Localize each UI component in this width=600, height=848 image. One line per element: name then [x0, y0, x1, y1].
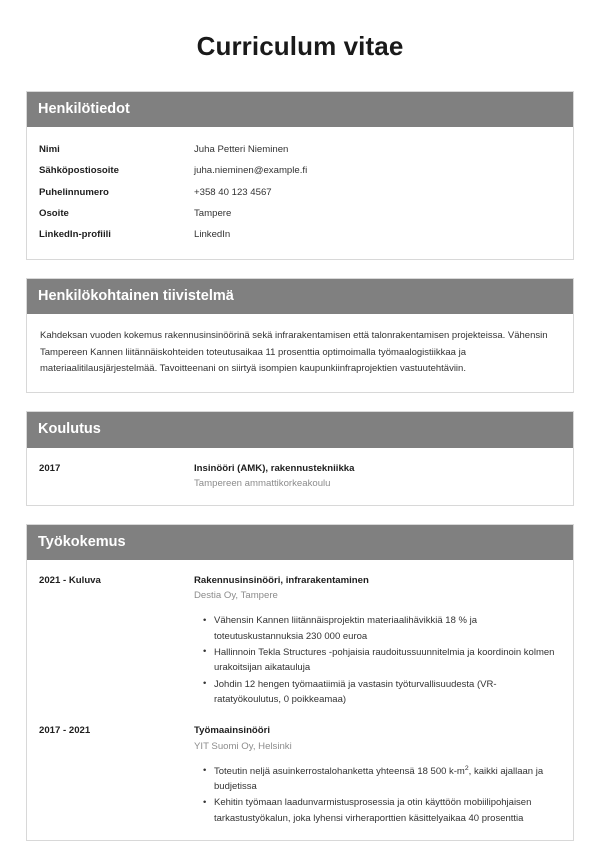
section-personal-info: [26, 91, 574, 260]
info-label: Nimi: [39, 143, 60, 155]
info-row-phone: [39, 182, 561, 203]
section-summary: [26, 278, 574, 393]
section-header-experience: Työkokemus: [27, 525, 573, 560]
entry-title: Työmaainsinööri: [194, 725, 271, 737]
page-title: Curriculum vitae: [196, 31, 404, 61]
bullet-item: • Vähensin Kannen liitännäisprojektin materiaalihävikkiä 18 % ja toteutuskustannuksia 230 000 euroa: [214, 613, 561, 644]
section-header-summary: Henkilökohtainen tiivistelmä: [27, 279, 573, 314]
section-header-education: Koulutus: [27, 412, 573, 447]
section-header-personal-info: Henkilötiedot: [27, 92, 573, 127]
personal-info-body: [27, 127, 573, 259]
info-label: Osoite: [39, 207, 69, 219]
entry-date: 2017: [39, 462, 61, 474]
bullet-item: • Kehitin työmaan laadunvarmistusprosessia ja otin käyttöön mobiilipohjaisen tarkastustyökalun, joka lyhensi virheraporttien käsittelyaikaa 40 prosenttia: [214, 795, 561, 826]
section-experience: [26, 524, 574, 841]
experience-body: [27, 560, 573, 840]
entry-main: [194, 462, 561, 492]
entry-subtitle: Destia Oy, Tampere: [194, 590, 278, 602]
info-label: Puhelinnumero: [39, 186, 109, 198]
info-label: Sähköpostiosoite: [39, 165, 119, 177]
experience-entry: [39, 572, 561, 709]
entry-main: [194, 724, 561, 827]
bullet-item: • Johdin 12 hengen työmaatiimiä ja vastasin työturvallisuudesta (VR-ratatyökoulutus, 0 poikkeamaa): [214, 677, 561, 708]
entry-date: 2017 - 2021: [39, 725, 91, 737]
entry-main: [194, 574, 561, 709]
entry-title: Insinööri (AMK), rakennustekniikka: [194, 462, 355, 474]
info-row-nimi: [39, 139, 561, 160]
entry-subtitle: YIT Suomi Oy, Helsinki: [194, 740, 292, 752]
entry-bullets: [194, 764, 561, 827]
entry-subtitle: Tampereen ammattikorkeakoulu: [194, 477, 331, 489]
info-value: Tampere: [194, 207, 232, 219]
info-label: LinkedIn-profiili: [39, 229, 111, 241]
education-body: [27, 448, 573, 505]
education-entry: [39, 460, 561, 492]
bullet-item: • Hallinnoin Tekla Structures -pohjaisia raudoitussuunnitelmia ja koordinoin kolmen urakoitsijan aikatauluja: [214, 645, 561, 676]
info-value: Juha Petteri Nieminen: [194, 143, 289, 155]
info-value-linkedin[interactable]: LinkedIn: [194, 229, 231, 241]
summary-text: Kahdeksan vuoden kokemus rakennusinsinöörinä sekä infrarakentamisen että talonrakentamisen projekteissa. Vähensin Tampereen Kannen liitännäiskohteiden toteutusaikaa 11 prosenttia optimoimalla työmaalogistiikkaa ja materiaalitilausjärjestelmää. Tavoitteenani on siirtyä isompien kaupunkiinfraprojektien vastuutehtäviin.: [40, 330, 548, 375]
experience-entry: [39, 722, 561, 827]
info-row-address: [39, 203, 561, 224]
info-value: +358 40 123 4567: [194, 186, 272, 198]
info-row-linkedin: [39, 225, 561, 246]
info-value: juha.nieminen@example.fi: [194, 165, 308, 177]
section-education: [26, 411, 574, 505]
entry-bullets: [194, 613, 561, 707]
summary-body: [27, 314, 573, 392]
entry-title: Rakennusinsinööri, infrarakentaminen: [194, 574, 369, 586]
entry-date: 2021 - Kuluva: [39, 574, 101, 586]
bullet-item: • Toteutin neljä asuinkerrostalohanketta yhteensä 18 500 $k-m^2$, kaikki ajallaan ja budjetissa: [214, 764, 561, 795]
info-row-email: [39, 161, 561, 182]
